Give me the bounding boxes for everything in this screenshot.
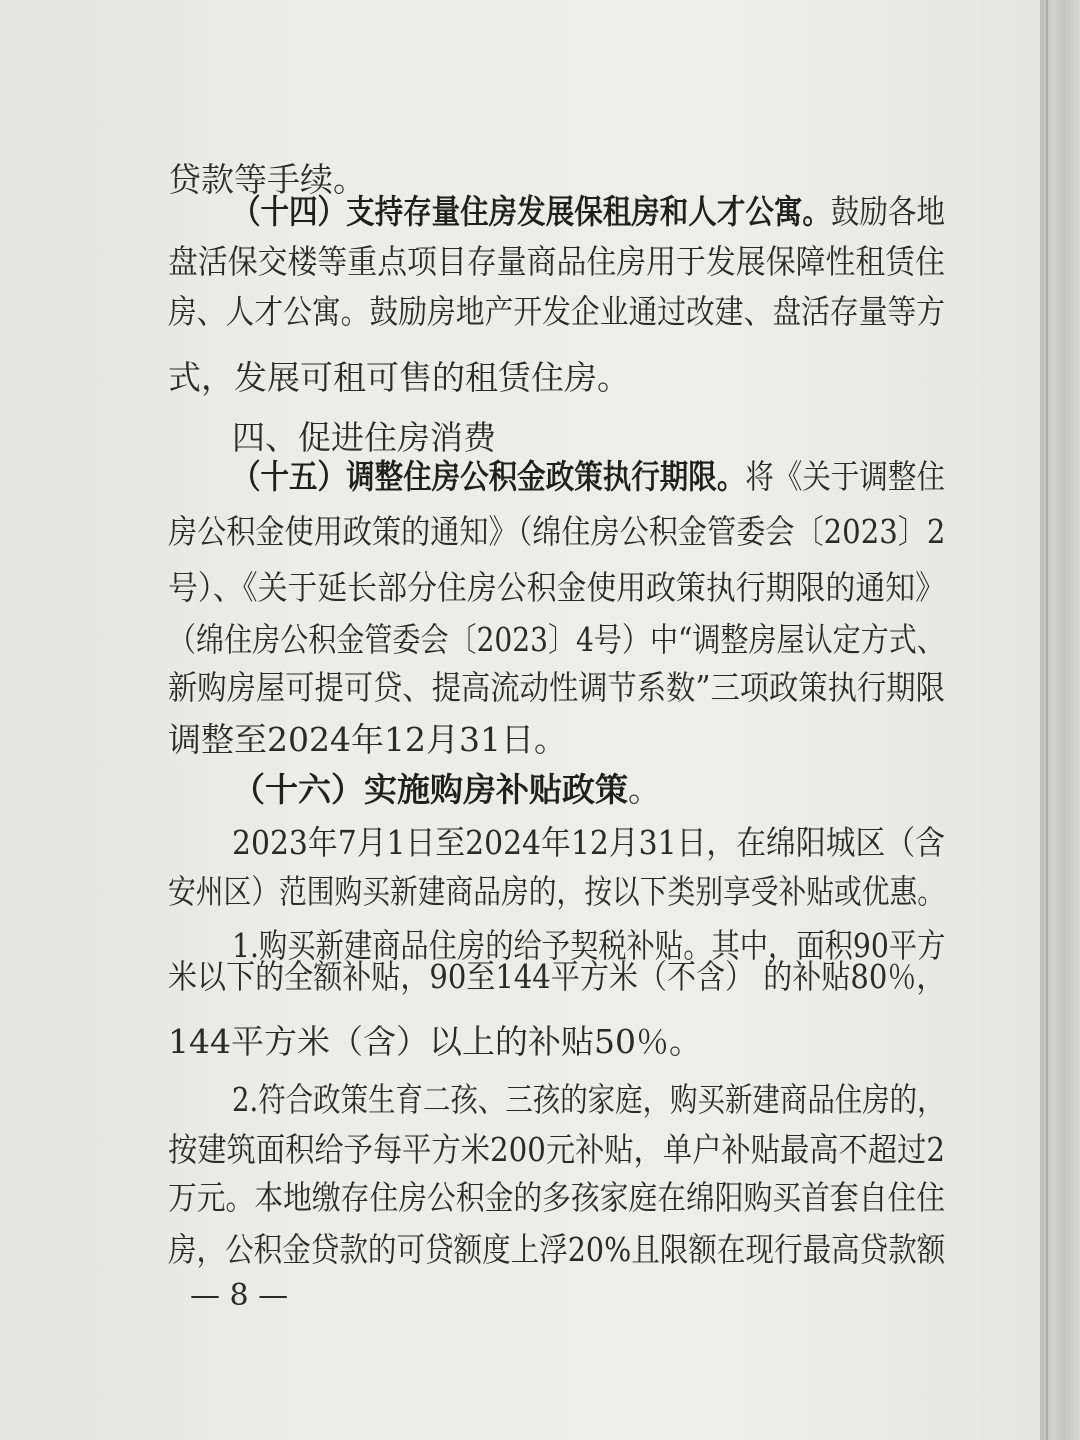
section-heading: （十五）调整住房公积金政策执行期限。 — [232, 457, 746, 496]
text-line — [168, 872, 945, 912]
text-line — [168, 1178, 945, 1218]
line-text: 按建筑面积给予每平方米200元补贴，单户补贴最高不超过2 — [168, 1130, 945, 1169]
page-number: — 8 — — [190, 1278, 289, 1313]
line-text: 四、促进住房消费 — [232, 418, 496, 457]
line-text: 安州区）范围购买新建商品房的，按以下类别享受补贴或优惠。 — [168, 872, 945, 911]
text-line — [168, 1130, 945, 1170]
text-line — [168, 668, 945, 708]
text-line — [168, 1022, 702, 1062]
line-text: 万元。本地缴存住房公积金的多孩家庭在绵阳购买首套自住住 — [168, 1178, 946, 1217]
text-line — [168, 292, 945, 332]
text-line — [232, 457, 945, 497]
text-line — [168, 568, 945, 608]
line-text: 式，发展可租可售的租赁住房。 — [168, 358, 630, 397]
text-line — [168, 957, 945, 997]
text-line — [168, 242, 945, 282]
page-edge-line — [1046, 0, 1048, 1440]
text-line — [168, 620, 945, 660]
line-text: （绵住房公积金管委会〔2023〕4号）中“调整房屋认定方式、 — [168, 620, 945, 659]
line-text: 号）、《关于延长部分住房公积金使用政策执行期限的通知》 — [168, 568, 946, 607]
line-text: 房，公积金贷款的可贷额度上浮20%且限额在现行最高贷款额 — [168, 1230, 946, 1269]
text-line — [232, 770, 661, 810]
line-text: 房、人才公寓。鼓励房地产开发企业通过改建、盘活存量等方 — [168, 292, 946, 331]
section-heading: （十六）实施购房补贴政策 — [232, 770, 628, 809]
section-heading: （十四）支持存量住房发展保租房和人才公寓。 — [232, 192, 831, 231]
text-line — [168, 512, 945, 552]
line-text: 贷款等手续。 — [168, 160, 366, 199]
line-text: 盘活保交楼等重点项目存量商品住房用于发展保障性租赁住 — [168, 242, 946, 281]
line-text: 米以下的全额补贴，90至144平方米（不含） 的补贴80％， — [168, 957, 946, 996]
line-text: 鼓励各地 — [830, 192, 945, 231]
text-line — [232, 192, 945, 232]
text-line — [168, 720, 567, 760]
line-text: 1.购买新建商品住房的给予契税补贴。其中，面积90平方 — [232, 926, 946, 965]
text-line — [168, 1230, 945, 1270]
line-text: 2023年7月1日至2024年12月31日，在绵阳城区（含 — [232, 823, 945, 862]
line-text: 144平方米（含）以上的补贴50％。 — [168, 1022, 702, 1061]
text-line — [232, 1080, 945, 1120]
text-line — [168, 358, 630, 398]
text-line — [232, 823, 945, 863]
line-text: 调整至2024年12月31日。 — [168, 720, 567, 759]
line-text: 将《关于调整住 — [745, 457, 945, 496]
line-text: 。 — [628, 770, 661, 809]
line-text: 房公积金使用政策的通知》（绵住房公积金管委会〔2023〕2 — [168, 512, 946, 551]
line-text: 2.符合政策生育二孩、三孩的家庭，购买新建商品住房的， — [232, 1080, 945, 1119]
line-text: 新购房屋可提可贷、提高流动性调节系数”三项政策执行期限 — [168, 668, 945, 707]
text-line — [232, 418, 496, 458]
